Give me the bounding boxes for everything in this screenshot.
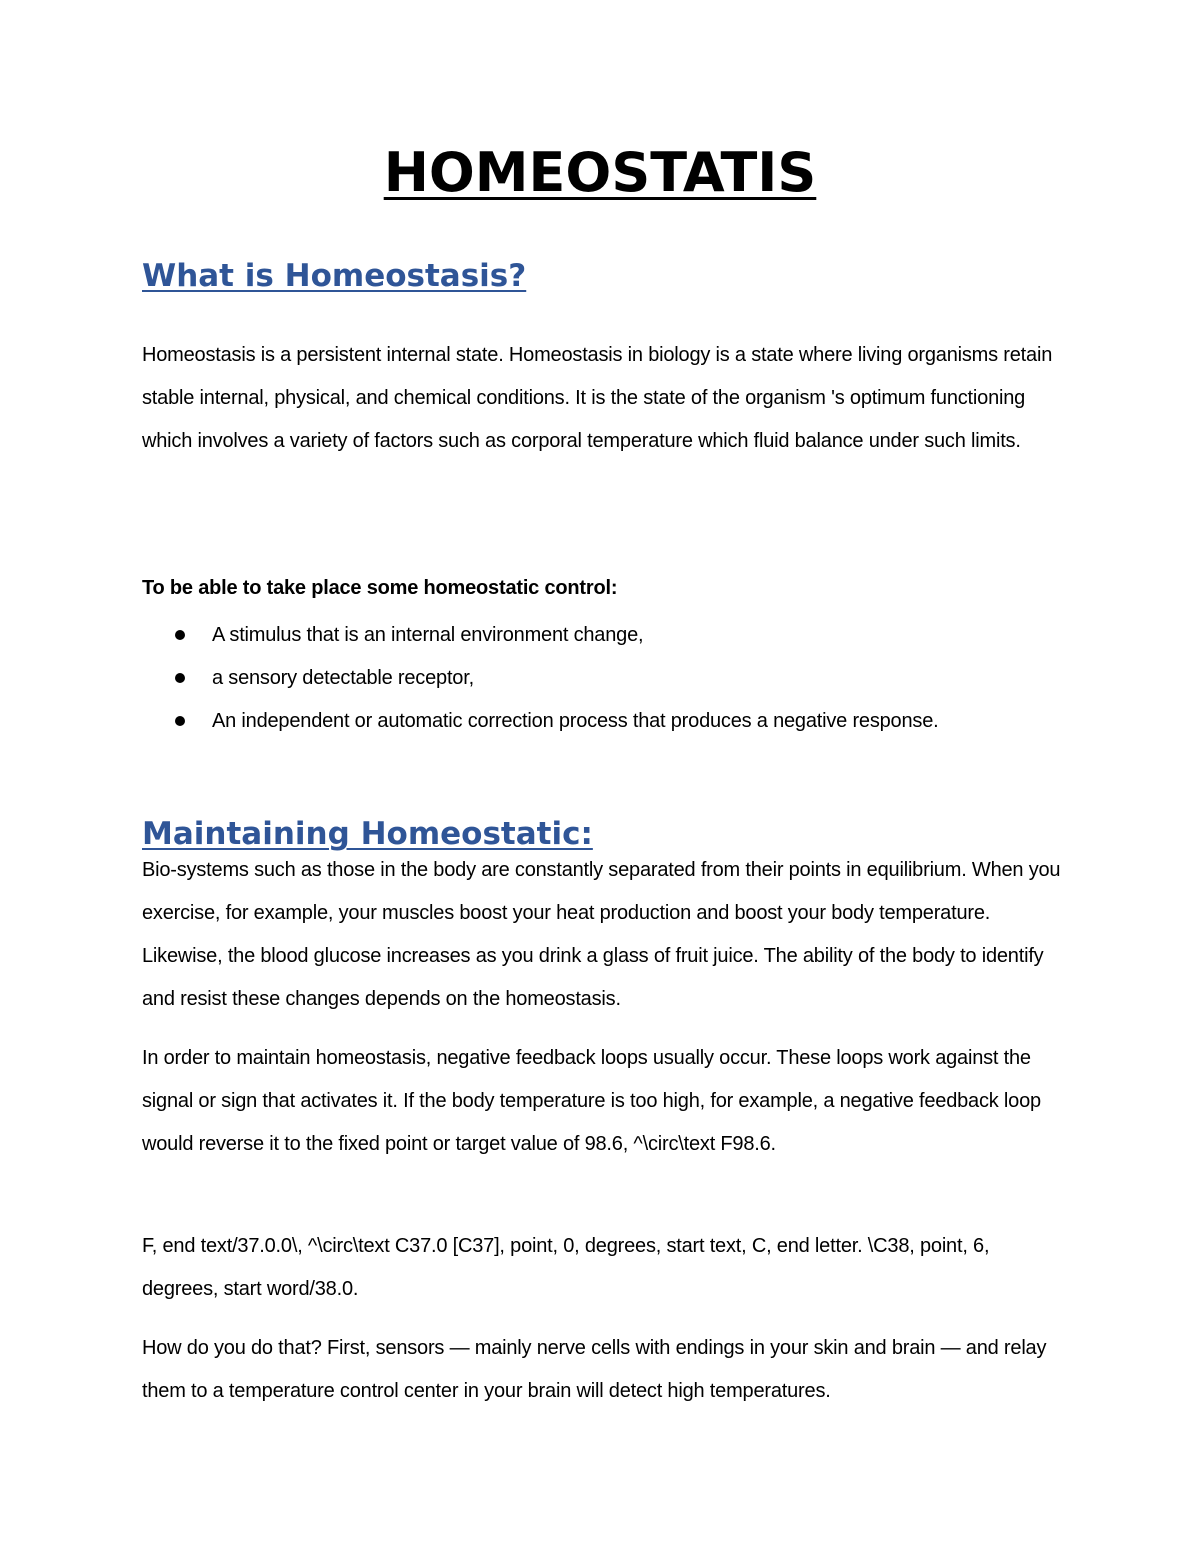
list-item-text: a sensory detectable receptor, [212, 667, 474, 689]
bullet-icon [175, 630, 185, 640]
section-heading-maintaining-homeostatic: Maintaining Homeostatic: [142, 816, 593, 852]
list-item [142, 700, 1062, 743]
section1-paragraph: Homeostasis is a persistent internal state. Homeostasis in biology is a state where living organisms retain stable internal, physical, and chemical conditions. It is the state of the organism 's optimum functioning which involves a variety of factors such as corporal temperature which fluid balance under such limits. [142, 344, 1053, 452]
control-bullet-list [142, 614, 1062, 743]
list-item-text: A stimulus that is an internal environment change, [212, 624, 644, 646]
control-subheading: To be able to take place some homeostatic control: [142, 577, 618, 599]
list-item-text: An independent or automatic correction process that produces a negative response. [212, 710, 939, 732]
section2-paragraph-1: Bio-systems such as those in the body are constantly separated from their points in equilibrium. When you exercise, for example, your muscles boost your heat production and boost your body temperature. Likewise, the blood glucose increases as you drink a glass of fruit juice. The ability of the body to identify and resist these changes depends on the homeostasis. [142, 859, 1061, 1010]
bullet-icon [175, 716, 185, 726]
section-heading-what-is-homeostasis: What is Homeostasis? [142, 258, 527, 294]
list-item [142, 614, 1062, 657]
section2-paragraph-4: How do you do that? First, sensors — mainly nerve cells with endings in your skin and brain — and relay them to a temperature control center in your brain will detect high temperatures. [142, 1337, 1047, 1402]
section2-paragraph-2: In order to maintain homeostasis, negative feedback loops usually occur. These loops work against the signal or sign that activates it. If the body temperature is too high, for example, a negative feedback loop would reverse it to the fixed point or target value of 98.6, ^\circ\text F98.6. [142, 1047, 1041, 1155]
section2-paragraph-3: F, end text/37.0.0\, ^\circ\text C37.0 [C37], point, 0, degrees, start text, C, end letter. \C38, point, 6, degrees, start word/38.0. [142, 1235, 990, 1300]
list-item [142, 657, 1062, 700]
bullet-icon [175, 673, 185, 683]
document-title-text: HOMEOSTATIS [383, 141, 817, 204]
document-title [0, 140, 1200, 206]
